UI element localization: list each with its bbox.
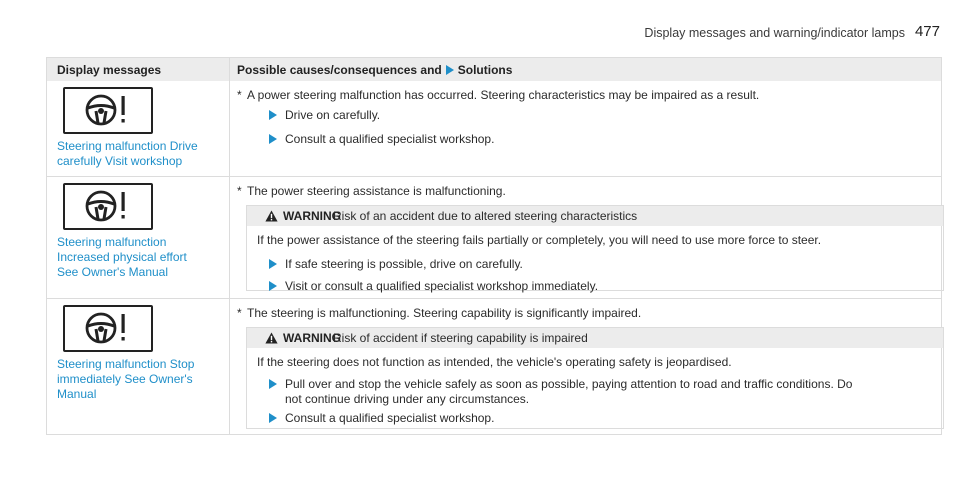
step-text: Pull over and stop the vehicle safely as soon as possible, paying attention to road and traffic conditions. Do (285, 377, 853, 391)
warning-title: WARNING (283, 331, 341, 345)
warning-triangle-icon (265, 210, 278, 222)
table-header (47, 58, 941, 81)
message-line: Steering malfunction Drive (57, 139, 198, 153)
warning-box (246, 205, 944, 291)
col-header-causes-label: Possible causes/consequences and (237, 63, 442, 77)
arrow-right-icon (269, 379, 277, 389)
table-row (47, 81, 941, 176)
display-messages-table (46, 57, 942, 435)
warning-header (247, 206, 943, 226)
steering-wheel-warning-icon (63, 305, 153, 352)
step-text: Visit or consult a qualified specialist workshop immediately. (285, 279, 599, 293)
warning-triangle-icon (265, 332, 278, 344)
page-header (636, 16, 940, 40)
col-header-causes (237, 63, 512, 77)
section-title: Display messages and warning/indicator lamps (644, 26, 905, 40)
message-line: Increased physical effort (57, 250, 187, 264)
steering-wheel-warning-icon (63, 183, 153, 230)
cause-text: The power steering assistance is malfunctioning. (247, 184, 506, 198)
arrow-right-icon (269, 110, 277, 120)
table-row (47, 177, 941, 298)
message-line: immediately See Owner's (57, 372, 193, 386)
step-text: Consult a qualified specialist workshop. (285, 132, 495, 146)
page-number: 477 (914, 23, 940, 40)
step-text-continued: not continue driving under any circumstances. (285, 392, 530, 406)
warning-title: WARNING (283, 209, 341, 223)
cause-star: * (237, 184, 242, 198)
arrow-right-icon (269, 134, 277, 144)
step-text: Consult a qualified specialist workshop. (285, 411, 495, 425)
col-header-solutions-label: Solutions (457, 63, 513, 77)
message-line: Steering malfunction Stop (57, 357, 195, 371)
arrow-right-icon (269, 281, 277, 291)
arrow-right-icon (269, 413, 277, 423)
cause-text: The steering is malfunctioning. Steering capability is significantly impaired. (247, 306, 642, 320)
warning-header (247, 328, 943, 348)
cause-star: * (237, 306, 242, 320)
message-line: See Owner's Manual (57, 265, 169, 279)
message-line: Manual (57, 387, 97, 401)
table-row (47, 299, 941, 435)
warning-text: Risk of an accident due to altered steering characteristics (333, 209, 638, 223)
warning-body: If the steering does not function as intended, the vehicle's operating safety is jeopardised. (257, 355, 732, 369)
message-text (57, 235, 225, 280)
warning-box (246, 327, 944, 429)
message-text (57, 357, 225, 402)
col-header-display-messages: Display messages (57, 63, 162, 77)
arrow-right-icon (269, 259, 277, 269)
message-line: carefully Visit workshop (57, 154, 183, 168)
step-text: If safe steering is possible, drive on carefully. (285, 257, 523, 271)
warning-body: If the power assistance of the steering fails partially or completely, you will need to use more force to steer. (257, 233, 822, 247)
message-text (57, 139, 225, 169)
cause-text: A power steering malfunction has occurred. Steering characteristics may be impaired as a result. (247, 88, 760, 102)
steering-wheel-warning-icon (63, 87, 153, 134)
arrow-right-icon (446, 65, 454, 75)
warning-text: Risk of accident if steering capability is impaired (333, 331, 588, 345)
step-text: Drive on carefully. (285, 108, 381, 122)
message-line: Steering malfunction (57, 235, 167, 249)
cause-star: * (237, 88, 242, 102)
